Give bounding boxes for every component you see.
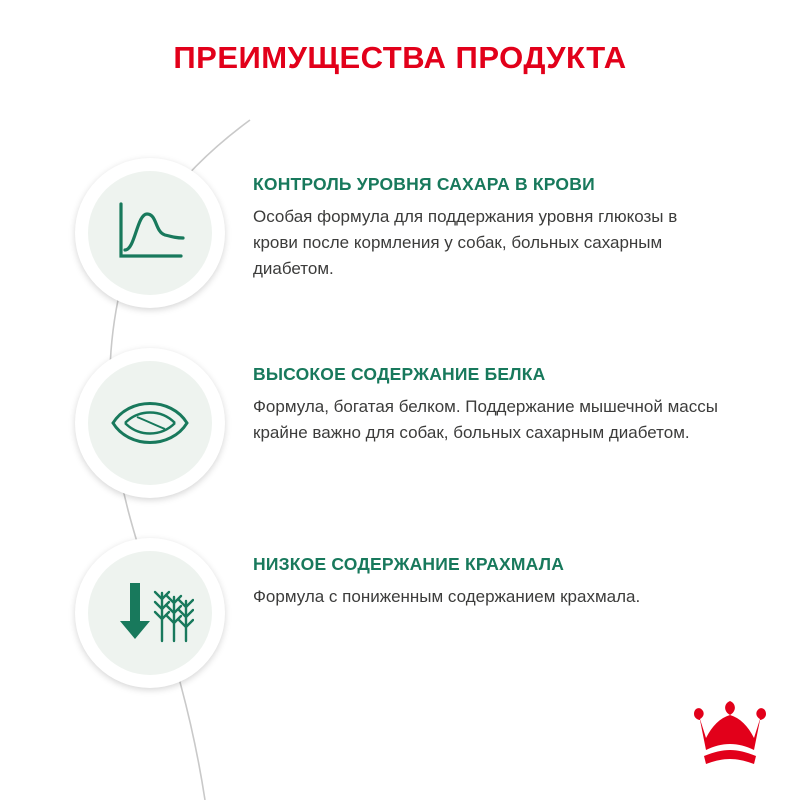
benefit-item <box>75 538 735 688</box>
blood-glucose-curve-icon <box>88 171 212 295</box>
low-starch-wheat-arrow-icon <box>88 551 212 675</box>
benefit-body: Формула, богатая белком. Поддержание мышечной массы крайне важно для собак, больных сахарным диабетом. <box>253 397 718 442</box>
benefit-body: Особая формула для поддержания уровня глюкозы в крови после кормления у собак, больных сахарным диабетом. <box>253 207 678 278</box>
benefit-text <box>253 538 723 610</box>
benefit-icon-wrapper <box>75 158 225 308</box>
benefit-text <box>253 158 723 281</box>
muscle-fiber-icon <box>88 361 212 485</box>
benefit-text <box>253 348 723 446</box>
benefit-heading: КОНТРОЛЬ УРОВНЯ САХАРА В КРОВИ <box>253 174 595 194</box>
benefit-heading: НИЗКОЕ СОДЕРЖАНИЕ КРАХМАЛА <box>253 554 565 574</box>
royal-canin-crown-logo <box>688 698 772 770</box>
page-title: ПРЕИМУЩЕСТВА ПРОДУКТА <box>173 40 627 75</box>
benefit-icon-wrapper <box>75 538 225 688</box>
benefit-item <box>75 158 735 308</box>
benefit-item <box>75 348 735 498</box>
benefit-heading: ВЫСОКОЕ СОДЕРЖАНИЕ БЕЛКА <box>253 364 546 384</box>
benefit-body: Формула с пониженным содержанием крахмала. <box>253 587 641 606</box>
benefit-icon-wrapper <box>75 348 225 498</box>
